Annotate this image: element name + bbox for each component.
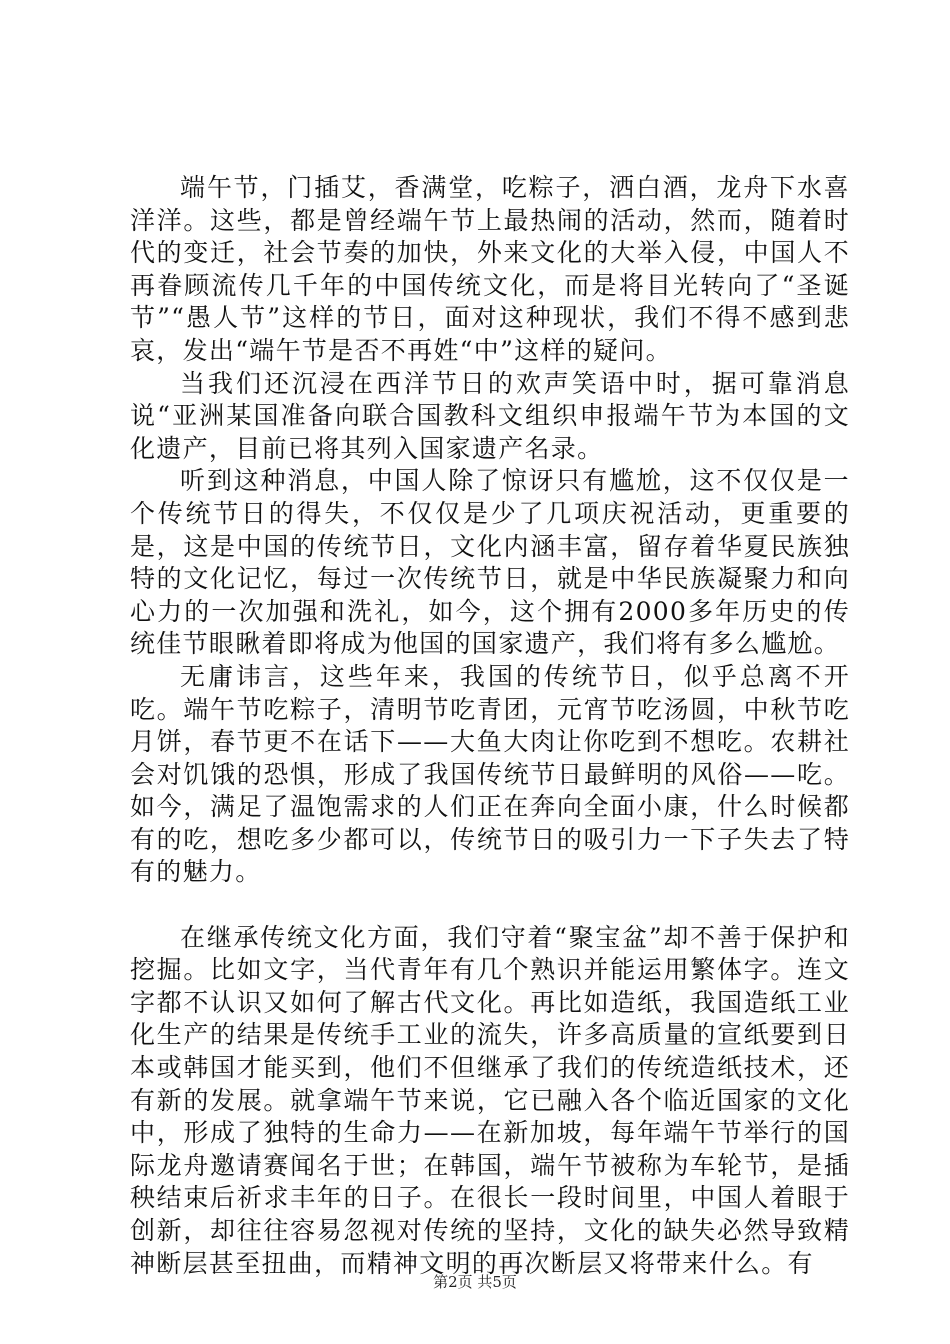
paragraph-4: 无庸讳言，这些年来，我国的传统节日，似乎总离不开吃。端午节吃粽子，清明节吃青团，元宵节吃汤圆，中秋节吃月饼，春节更不在话下——大鱼大肉让你吃到不想吃。农耕社会对饥饿的恐惧，形成了我国传统节日最鲜明的风俗——吃。如今，满足了温饱需求的人们正在奔向全面小康，什么时候都有的吃，想吃多少都可以，传统节日的吸引力一下子失去了特有的魅力。 xyxy=(130,661,850,887)
page-footer: 第2页 共5页 xyxy=(433,1273,517,1291)
paragraph-1: 端午节，门插艾，香满堂，吃粽子，洒白酒，龙舟下水喜洋洋。这些，都是曾经端午节上最热闹的活动，然而，随着时代的变迁，社会节奏的加快，外来文化的大举入侵，中国人不再眷顾流传几千年的中国传统文化，而是将目光转向了“圣诞节”“愚人节”这样的节日，面对这种现状，我们不得不感到悲哀，发出“端午节是否不再姓“中”这样的疑问。 xyxy=(130,173,850,365)
paragraph-2: 当我们还沉浸在西洋节日的欢声笑语中时，据可靠消息说“亚洲某国准备向联合国教科文组织申报端午节为本国的文化遗产，目前已将其列入国家遗产名录。 xyxy=(130,368,850,463)
document-body xyxy=(130,172,850,1280)
paragraph-gap xyxy=(130,889,850,922)
paragraph-3: 听到这种消息，中国人除了惊讶只有尴尬，这不仅仅是一个传统节日的得失，不仅仅是少了几项庆祝活动，更重要的是，这是中国的传统节日，文化内涵丰富，留存着华夏民族独特的文化记忆，每过一次传统节日，就是中华民族凝聚力和向心力的一次加强和洗礼，如今，这个拥有2000多年历史的传统佳节眼瞅着即将成为他国的国家遗产，我们将有多么尴尬。 xyxy=(130,466,850,659)
paragraph-5: 在继承传统文化方面，我们守着“聚宝盆”却不善于保护和挖掘。比如文字，当代青年有几个熟识并能运用繁体字。连文字都不认识又如何了解古代文化。再比如造纸，我国造纸工业化生产的结果是传统手工业的流失，许多高质量的宣纸要到日本或韩国才能买到，他们不但继承了我们的传统造纸技术，还有新的发展。就拿端午节来说，它已融入各个临近国家的文化中，形成了独特的生命力——在新加坡，每年端午节举行的国际龙舟邀请赛闻名于世；在韩国，端午节被称为车轮节，是插秧结束后祈求丰年的日子。在很长一段时间里，中国人着眼于创新，却往往容易忽视对传统的坚持，文化的缺失必然导致精神断层甚至扭曲，而精神文明的再次断层又将带来什么。有 xyxy=(130,922,850,1278)
